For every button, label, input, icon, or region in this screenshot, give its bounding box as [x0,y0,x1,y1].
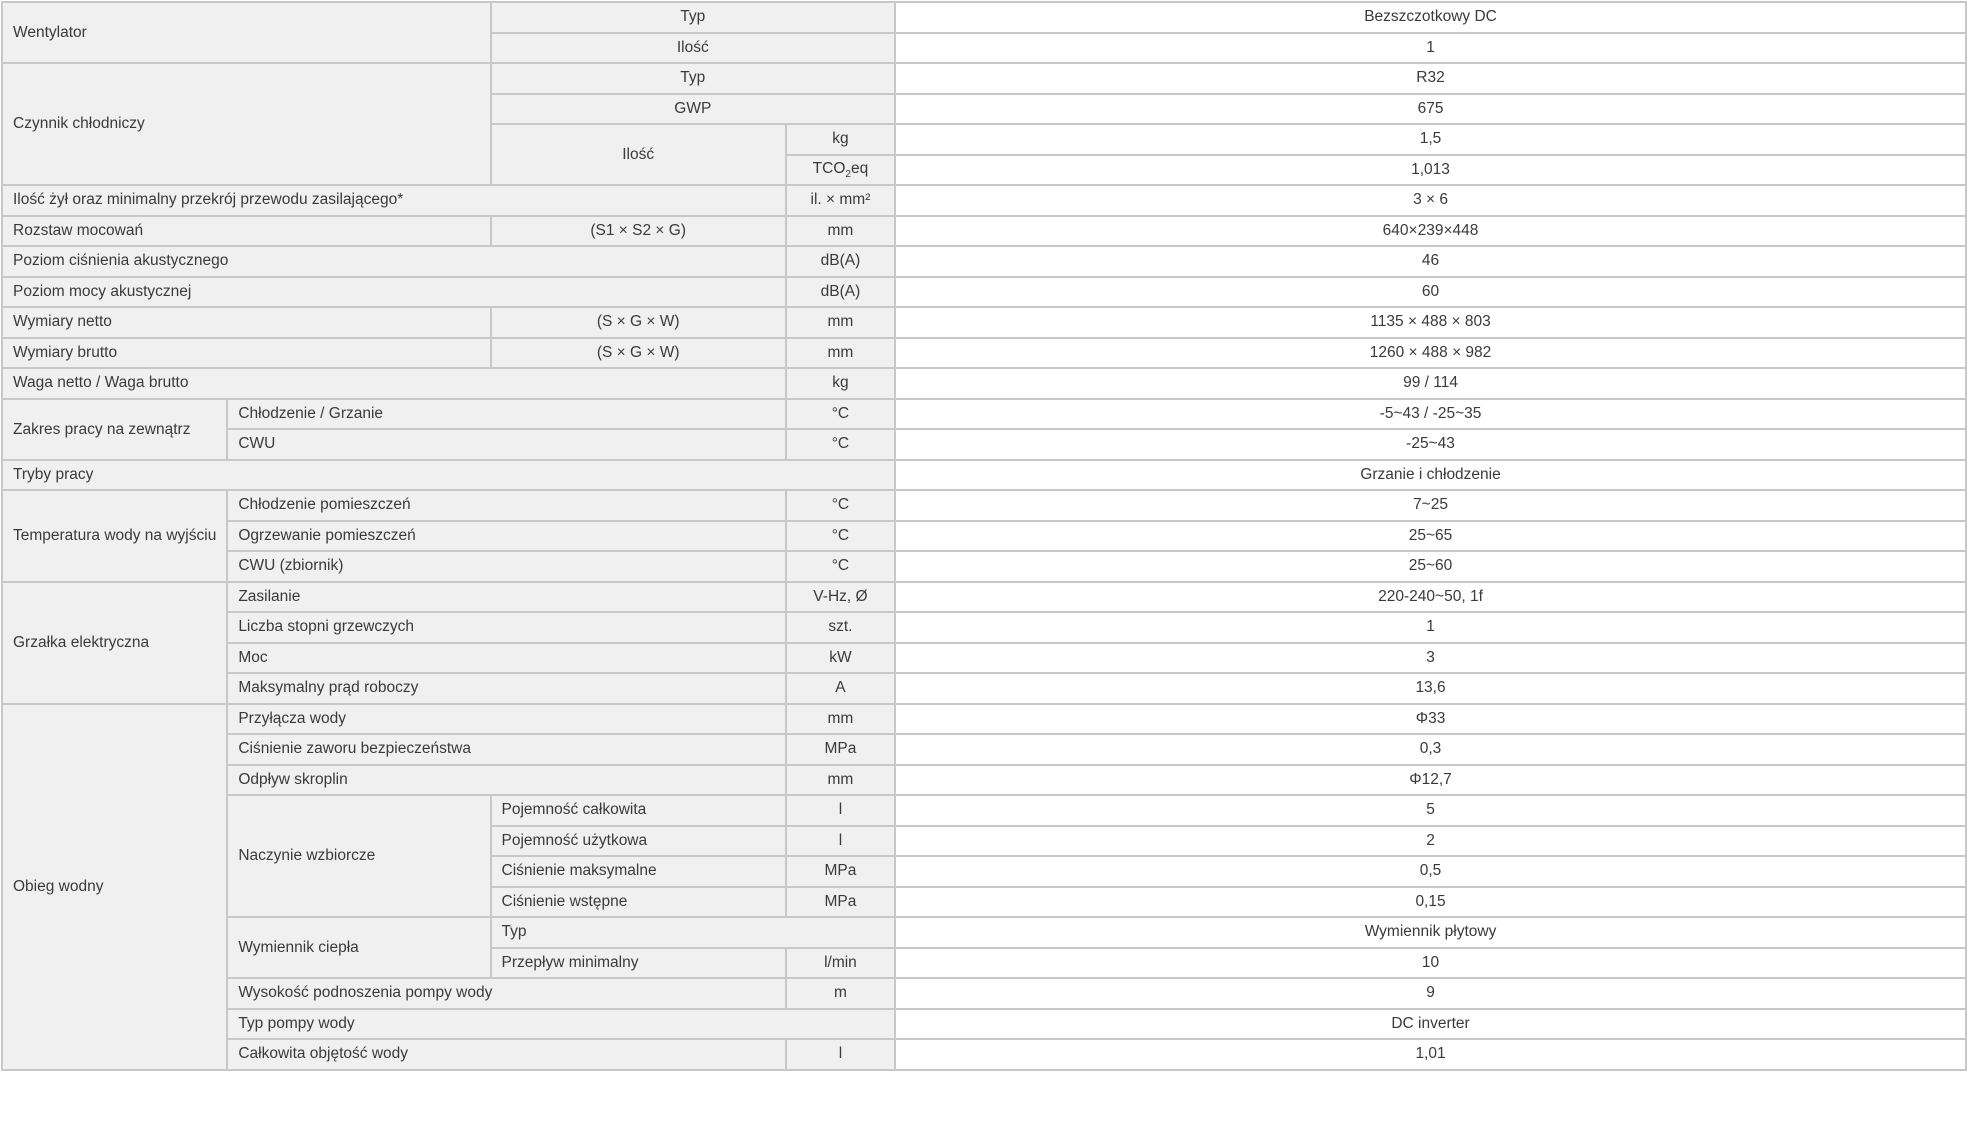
row-label: Poziom ciśnienia akustycznego [2,246,786,277]
value-cell: 1,5 [895,124,1966,155]
unit-cell: mm [786,338,895,369]
unit-eq: eq [850,159,869,177]
value-cell: 1 [895,612,1966,643]
unit-cell: °C [786,429,895,460]
unit-cell: l [786,795,895,826]
table-row [2,673,1966,704]
unit-cell: dB(A) [786,277,895,308]
unit-cell: il. × mm² [786,185,895,216]
table-row [2,978,1966,1009]
sub-label: CWU [227,429,786,460]
value-cell: 5 [895,795,1966,826]
row-label: Rozstaw mocowań [2,216,491,247]
sub-label: Odpływ skroplin [227,765,786,796]
value-cell: 640×239×448 [895,216,1966,247]
unit-cell: kg [786,368,895,399]
row-label: Ilość żył oraz minimalny przekrój przewodu zasilającego* [2,185,786,216]
unit-cell: MPa [786,887,895,918]
table-row [2,277,1966,308]
sub-label: Typ pompy wody [227,1009,895,1040]
sub-label: Maksymalny prąd roboczy [227,673,786,704]
sub-label: Całkowita objętość wody [227,1039,786,1070]
spec-table [1,1,1967,1071]
unit-cell: m [786,978,895,1009]
value-cell: 0,15 [895,887,1966,918]
table-row [2,521,1966,552]
sub-label: Typ [491,63,896,94]
group-label-wymiennik: Wymiennik ciepła [227,917,490,978]
table-row [2,429,1966,460]
row-label: Tryby pracy [2,460,895,491]
unit-cell [786,155,895,186]
sub-label: Moc [227,643,786,674]
unit-cell: l [786,1039,895,1070]
table-row [2,185,1966,216]
sub-label: Pojemność całkowita [491,795,786,826]
sub-label: Typ [491,2,896,33]
sub-label: (S1 × S2 × G) [491,216,786,247]
table-row [2,795,1966,826]
sub-label: Przepływ minimalny [491,948,786,979]
row-label-temp-wody: Temperatura wody na wyjściu [2,490,227,582]
value-cell: 1,01 [895,1039,1966,1070]
table-row [2,551,1966,582]
table-row [2,368,1966,399]
unit-subscript: 2 [845,168,851,180]
table-row [2,216,1966,247]
unit-cell: mm [786,765,895,796]
sub-label: (S × G × W) [491,307,786,338]
unit-cell: dB(A) [786,246,895,277]
sub-label: Ilość [491,33,896,64]
value-cell: -25~43 [895,429,1966,460]
unit-cell: mm [786,216,895,247]
sub-label: Liczba stopni grzewczych [227,612,786,643]
value-cell: Φ33 [895,704,1966,735]
table-row [2,734,1966,765]
unit-cell: mm [786,704,895,735]
value-cell: 1 [895,33,1966,64]
row-label-wentylator: Wentylator [2,2,491,63]
value-cell: 10 [895,948,1966,979]
value-cell: Φ12,7 [895,765,1966,796]
table-row [2,1039,1966,1070]
table-row [2,63,1966,94]
value-cell: Bezszczotkowy DC [895,2,1966,33]
unit-cell: MPa [786,734,895,765]
row-label-zakres: Zakres pracy na zewnątrz [2,399,227,460]
table-row [2,307,1966,338]
value-cell: 0,3 [895,734,1966,765]
sub-label: Ciśnienie zaworu bezpieczeństwa [227,734,786,765]
value-cell: 1135 × 488 × 803 [895,307,1966,338]
value-cell: 99 / 114 [895,368,1966,399]
value-cell: R32 [895,63,1966,94]
row-label-grzalka: Grzałka elektryczna [2,582,227,704]
row-label: Waga netto / Waga brutto [2,368,786,399]
sub-label: Ciśnienie maksymalne [491,856,786,887]
table-row [2,399,1966,430]
sub-label: (S × G × W) [491,338,786,369]
value-cell: Grzanie i chłodzenie [895,460,1966,491]
unit-cell: °C [786,399,895,430]
value-cell: 3 × 6 [895,185,1966,216]
unit-cell: kg [786,124,895,155]
sub-label: Typ [491,917,896,948]
unit-cell: l [786,826,895,857]
row-label-czynnik: Czynnik chłodniczy [2,63,491,185]
table-row [2,2,1966,33]
value-cell: 220-240~50, 1f [895,582,1966,613]
sub-label: Ogrzewanie pomieszczeń [227,521,786,552]
sub-label: Przyłącza wody [227,704,786,735]
unit-tco2: TCO [812,159,846,177]
unit-cell: MPa [786,856,895,887]
value-cell: 9 [895,978,1966,1009]
table-row [2,490,1966,521]
table-row [2,612,1966,643]
sub-label: Pojemność użytkowa [491,826,786,857]
table-row [2,246,1966,277]
sub-label: GWP [491,94,896,125]
value-cell: 60 [895,277,1966,308]
unit-cell: mm [786,307,895,338]
value-cell: 25~60 [895,551,1966,582]
value-cell: Wymiennik płytowy [895,917,1966,948]
row-label: Poziom mocy akustycznej [2,277,786,308]
value-cell: 13,6 [895,673,1966,704]
value-cell: 1,013 [895,155,1966,186]
sub-label: Chłodzenie / Grzanie [227,399,786,430]
table-row [2,1009,1966,1040]
table-row [2,460,1966,491]
table-row [2,338,1966,369]
table-row [2,704,1966,735]
row-label: Wymiary brutto [2,338,491,369]
unit-cell: °C [786,551,895,582]
sub-label: Ilość [491,124,786,185]
sub-label: Zasilanie [227,582,786,613]
sub-label: Ciśnienie wstępne [491,887,786,918]
sub-label: Wysokość podnoszenia pompy wody [227,978,786,1009]
unit-cell: A [786,673,895,704]
value-cell: 1260 × 488 × 982 [895,338,1966,369]
group-label-naczynie: Naczynie wzbiorcze [227,795,490,917]
unit-cell: °C [786,521,895,552]
value-cell: DC inverter [895,1009,1966,1040]
unit-cell: °C [786,490,895,521]
value-cell: 0,5 [895,856,1966,887]
table-row [2,582,1966,613]
value-cell: -5~43 / -25~35 [895,399,1966,430]
unit-cell: szt. [786,612,895,643]
unit-cell: l/min [786,948,895,979]
unit-cell: kW [786,643,895,674]
value-cell: 675 [895,94,1966,125]
unit-cell: V-Hz, Ø [786,582,895,613]
row-label: Wymiary netto [2,307,491,338]
row-label-obieg: Obieg wodny [2,704,227,1070]
table-row [2,643,1966,674]
value-cell: 7~25 [895,490,1966,521]
table-row [2,917,1966,948]
value-cell: 25~65 [895,521,1966,552]
value-cell: 3 [895,643,1966,674]
sub-label: CWU (zbiornik) [227,551,786,582]
value-cell: 46 [895,246,1966,277]
sub-label: Chłodzenie pomieszczeń [227,490,786,521]
table-row [2,765,1966,796]
value-cell: 2 [895,826,1966,857]
